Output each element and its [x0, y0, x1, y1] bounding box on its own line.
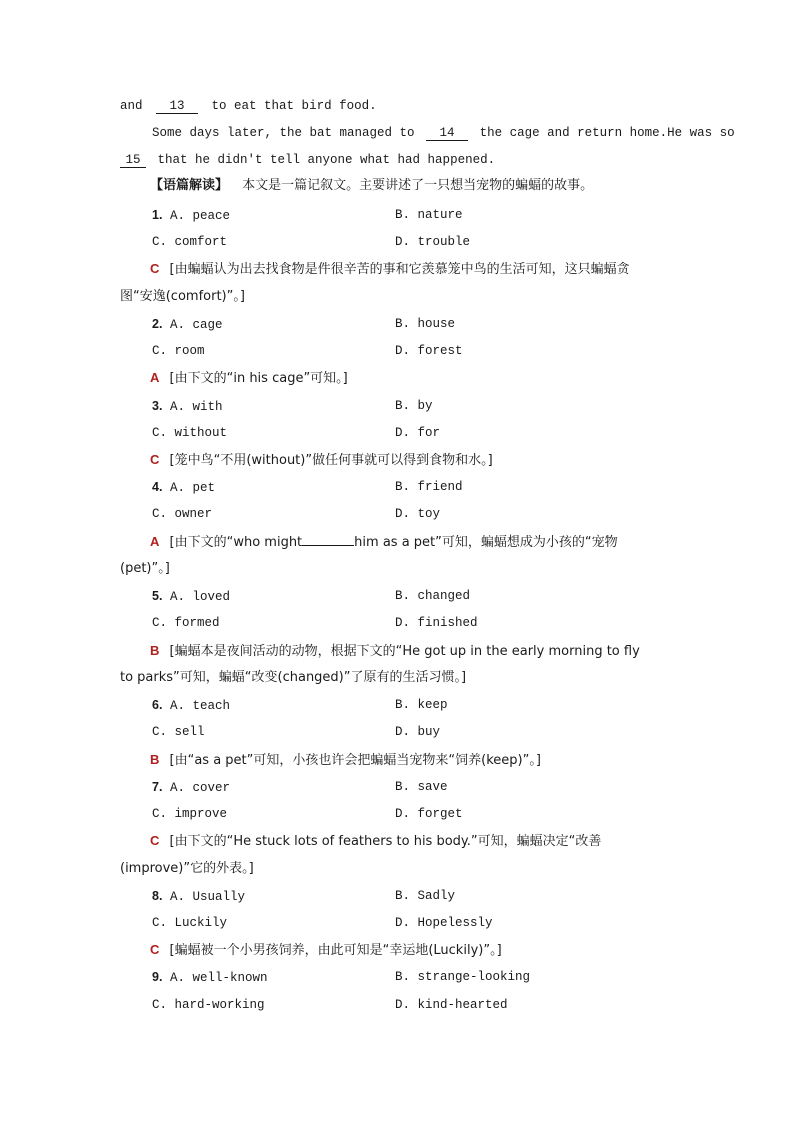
explanation: 图“安逸(comfort)”。]: [120, 289, 245, 304]
option-a: A. Usually: [169, 890, 245, 904]
answer-letter: A: [150, 534, 160, 549]
question-4: [152, 479, 672, 496]
passage-text: and: [120, 99, 143, 113]
question-7: [152, 779, 672, 796]
question-number: 2.: [152, 317, 163, 331]
question-3: [152, 398, 672, 415]
option-d: D. forget: [395, 807, 463, 821]
option-b: B. strange-looking: [395, 970, 531, 984]
option-b: B. Sadly: [395, 889, 456, 903]
explanation: [由蝙蝠认为出去找食物是件很辛苦的事和它羡慕笼中鸟的生活可知，这只蝙蝠贪: [169, 262, 630, 277]
option-a: A. loved: [169, 590, 230, 604]
passage-text: that he didn't tell anyone what had happened.: [157, 153, 496, 167]
passage-line-1: [120, 98, 377, 114]
question-2-options-cd: [152, 343, 672, 359]
option-d: D. toy: [395, 507, 441, 521]
answer-8: [150, 942, 502, 959]
analysis-line: [150, 178, 593, 194]
answer-letter: C: [150, 942, 160, 957]
passage-line-3: [120, 152, 495, 168]
question-9: [152, 969, 672, 986]
question-6: [152, 697, 672, 714]
explanation: (pet)”。]: [120, 561, 170, 576]
option-a: A. teach: [169, 699, 230, 713]
option-d: D. for: [395, 426, 441, 440]
question-4-options-cd: [152, 506, 672, 522]
question-3-options-cd: [152, 425, 672, 441]
answer-letter: A: [150, 370, 160, 385]
question-number: 4.: [152, 480, 163, 494]
option-a: A. with: [169, 400, 223, 414]
question-number: 7.: [152, 780, 163, 794]
answer-4: [150, 534, 618, 551]
question-number: 3.: [152, 399, 163, 413]
option-a: A. cage: [169, 318, 223, 332]
option-a: A. pet: [169, 481, 215, 495]
option-b: B. save: [395, 780, 448, 794]
option-c: C. room: [152, 344, 205, 358]
question-number: 1.: [152, 208, 163, 222]
option-d: D. trouble: [395, 235, 471, 249]
question-8-options-cd: [152, 915, 672, 931]
question-7-options-cd: [152, 806, 672, 822]
option-d: D. buy: [395, 725, 441, 739]
answer-5: [150, 643, 640, 660]
option-c: C. formed: [152, 616, 220, 630]
answer-1-cont: [120, 289, 245, 305]
answer-7: [150, 833, 601, 850]
explanation: [蝙蝠被一个小男孩饲养，由此可知是“幸运地(Luckily)”。]: [169, 943, 502, 958]
blank-13: 13: [156, 99, 198, 114]
option-d: D. kind-hearted: [395, 998, 508, 1012]
option-c: C. owner: [152, 507, 213, 521]
option-c: C. Luckily: [152, 916, 228, 930]
question-number: 5.: [152, 589, 163, 603]
option-c: C. comfort: [152, 235, 228, 249]
option-c: C. sell: [152, 725, 205, 739]
question-1: [152, 207, 672, 224]
question-number: 6.: [152, 698, 163, 712]
explanation: (improve)”它的外表。]: [120, 861, 254, 876]
passage-text: to eat that bird food.: [211, 99, 377, 113]
option-b: B. keep: [395, 698, 448, 712]
explanation: [由下文的“He stuck lots of feathers to his body.”可知，蝙蝠决定“改善: [169, 834, 602, 849]
answer-letter: C: [150, 833, 160, 848]
question-2: [152, 316, 672, 333]
answer-5-cont: [120, 670, 466, 686]
explanation: [蝙蝠本是夜间活动的动物，根据下文的“He got up in the early morning to fly: [169, 644, 640, 659]
answer-4-cont: [120, 561, 170, 577]
question-9-options-cd: [152, 997, 672, 1013]
blank-15: 15: [120, 153, 146, 168]
analysis-label: 【语篇解读】: [150, 178, 229, 193]
explanation: to parks”可知，蝙蝠“改变(changed)”了原有的生活习惯。]: [120, 670, 467, 685]
answer-letter: C: [150, 261, 160, 276]
explanation: [笼中鸟“不用(without)”做任何事就可以得到食物和水。]: [169, 453, 493, 468]
question-1-options-cd: [152, 234, 672, 250]
question-number: 9.: [152, 970, 163, 984]
answer-6: [150, 752, 541, 769]
analysis-text: 本文是一篇记叙文。主要讲述了一只想当宠物的蝙蝠的故事。: [242, 178, 594, 193]
question-8: [152, 888, 672, 905]
explanation: [由下文的“who might: [169, 535, 303, 550]
question-5-options-cd: [152, 615, 672, 631]
explanation: [由“as a pet”可知，小孩也许会把蝙蝠当宠物来“饲养(keep)”。]: [169, 753, 541, 768]
option-b: B. house: [395, 317, 456, 331]
option-c: C. hard-working: [152, 998, 265, 1012]
answer-letter: B: [150, 643, 160, 658]
option-b: B. nature: [395, 208, 463, 222]
passage-text: the cage and return home.He was so: [479, 126, 735, 140]
blank-14: 14: [426, 126, 468, 141]
option-c: C. improve: [152, 807, 228, 821]
explanation: him as a pet”可知，蝙蝠想成为小孩的“宠物: [354, 535, 618, 550]
answer-letter: B: [150, 752, 160, 767]
passage-line-2: [152, 125, 735, 141]
option-b: B. changed: [395, 589, 471, 603]
answer-7-cont: [120, 861, 254, 877]
option-a: A. cover: [169, 781, 230, 795]
option-a: A. well-known: [169, 971, 268, 985]
answer-2: [150, 370, 348, 387]
question-number: 8.: [152, 889, 163, 903]
question-6-options-cd: [152, 724, 672, 740]
answer-letter: C: [150, 452, 160, 467]
inline-blank: [302, 545, 354, 546]
option-c: C. without: [152, 426, 228, 440]
option-b: B. friend: [395, 480, 463, 494]
question-5: [152, 588, 672, 605]
option-a: A. peace: [169, 209, 230, 223]
option-d: D. forest: [395, 344, 463, 358]
option-d: D. Hopelessly: [395, 916, 493, 930]
option-d: D. finished: [395, 616, 478, 630]
explanation: [由下文的“in his cage”可知。]: [169, 371, 348, 386]
answer-1: [150, 261, 630, 278]
passage-text: Some days later, the bat managed to: [152, 126, 415, 140]
answer-3: [150, 452, 493, 469]
option-b: B. by: [395, 399, 433, 413]
